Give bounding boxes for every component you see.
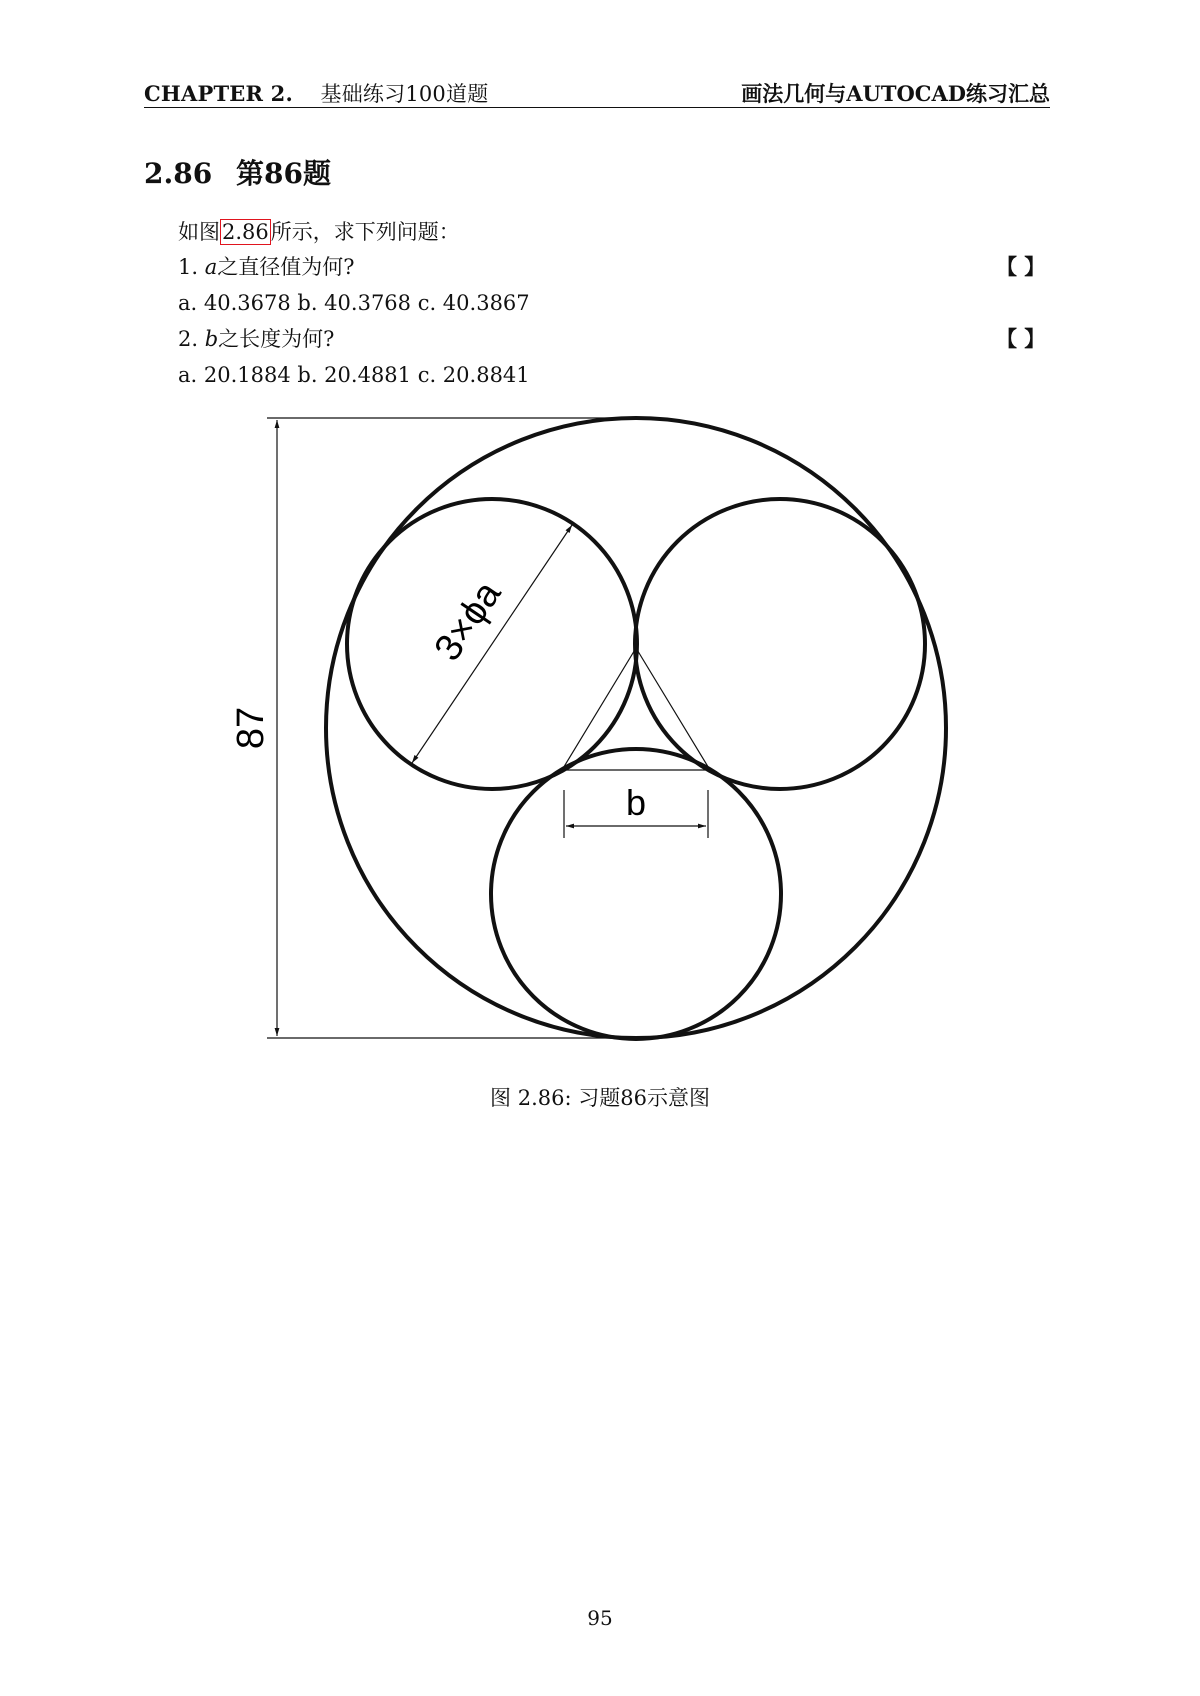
question-2-variable: b — [204, 327, 219, 351]
construction-line-right — [636, 648, 710, 770]
diameter-label-3xphia: 3×ϕa — [426, 574, 510, 669]
answer-bracket-1[interactable]: 【 】 — [996, 254, 1046, 279]
question-2-options: a. 20.1884 b. 20.4881 c. 20.8841 — [178, 363, 530, 387]
chapter-title: 基础练习100道题 — [320, 82, 489, 106]
figure-caption: 图 2.86: 习题86示意图 — [490, 1086, 710, 1110]
section-number: 2.86 — [144, 157, 213, 190]
intro-text-after: 所示，求下列问题： — [270, 220, 460, 244]
small-circle-right — [635, 499, 925, 789]
dimension-label-b: b — [625, 782, 647, 823]
intro-text-before: 如图 — [178, 220, 220, 244]
question-1-text: 之直径值为何? — [217, 255, 355, 279]
chapter-label: CHAPTER 2. — [144, 81, 293, 106]
figure-reference-link[interactable]: 2.86 — [222, 220, 269, 244]
question-2-number: 2. — [178, 327, 205, 351]
question-1-number: 1. — [178, 255, 205, 279]
dimension-label-87: 87 — [230, 706, 272, 750]
question-1-options: a. 40.3678 b. 40.3768 c. 40.3867 — [178, 291, 530, 315]
book-title: 画法几何与AUTOCAD练习汇总 — [741, 81, 1050, 106]
page-number: 95 — [587, 1606, 613, 1630]
section-title: 第86题 — [236, 157, 331, 190]
question-2-text: 之长度为何? — [218, 327, 335, 351]
construction-line-left — [562, 648, 636, 770]
outer-circle — [326, 418, 946, 1038]
answer-bracket-2[interactable]: 【 】 — [996, 326, 1046, 351]
question-1-variable: a — [204, 255, 218, 279]
